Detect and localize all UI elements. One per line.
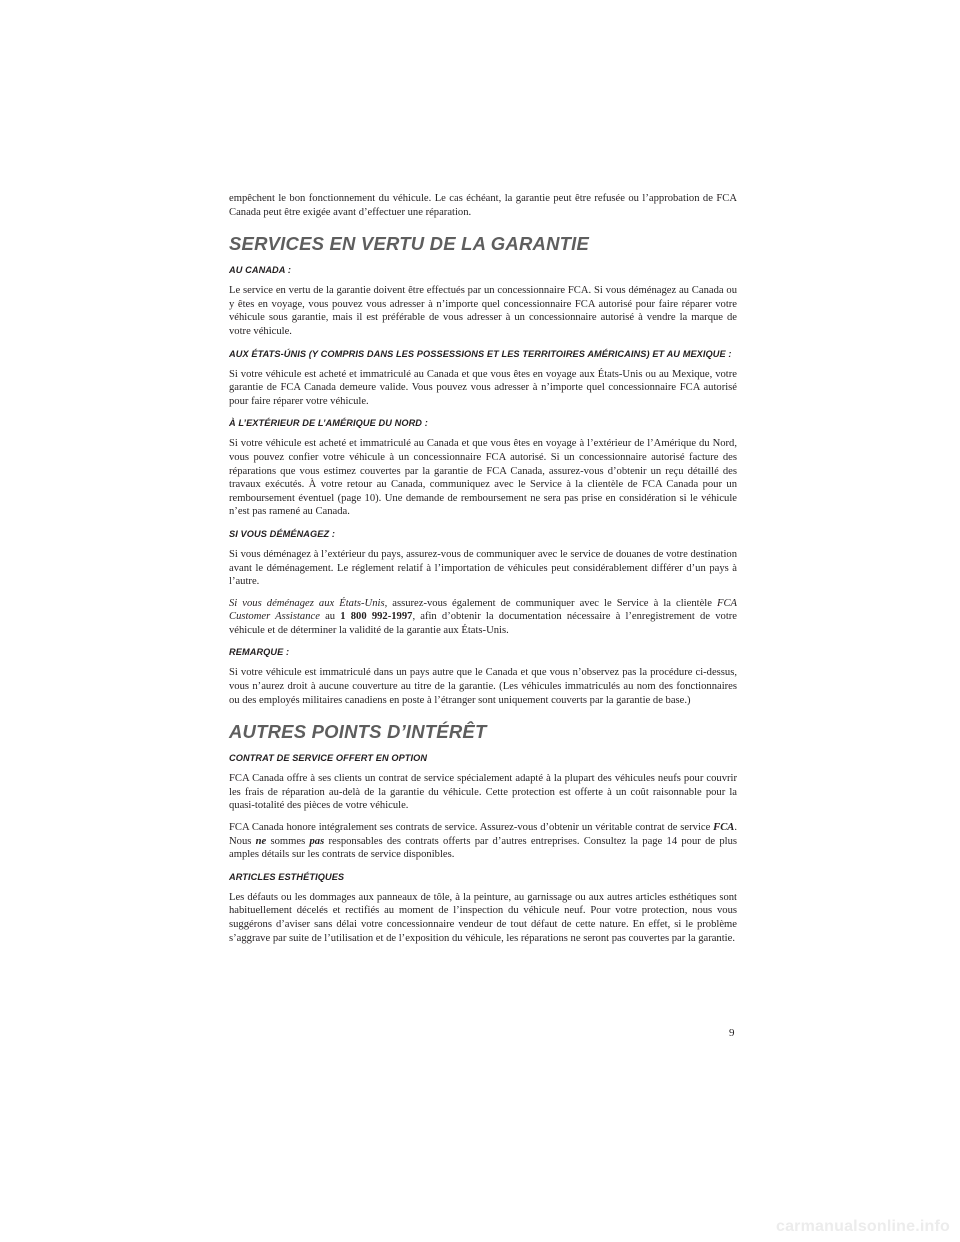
- subheading-note: REMARQUE :: [229, 647, 290, 658]
- paragraph-service-contract-2: FCA Canada honore intégralement ses contrats de service. Assurez-vous d’obtenir un véritable contrat de service FCA. Nous ne sommes pas responsables des contrats offerts par d’autres entreprises. Consultez la page 14 pour de plus amples détails sur les contrats de service disponibles.: [229, 822, 737, 861]
- page-content: [229, 192, 737, 953]
- phone-number: 1 800 992-1997: [340, 611, 413, 623]
- section-title-warranty-services: SERVICES EN VERTU DE LA GARANTIE: [229, 233, 590, 255]
- subheading-outside-north-america: À L’EXTÉRIEUR DE L’AMÉRIQUE DU NORD :: [229, 418, 428, 429]
- customer-assistance-name: FCA Customer Assistance: [229, 597, 737, 623]
- subheading-service-contract: CONTRAT DE SERVICE OFFERT EN OPTION: [229, 753, 428, 764]
- paragraph-usa-mexico: Si votre véhicule est acheté et immatriculé au Canada et que vous êtes en voyage aux États-Unis ou au Mexique, votre garantie de FCA Canada demeure valide. Vous pouvez vous adresser à n’importe quel concessionnaire FCA autorisé pour faire réparer votre véhicule.: [229, 368, 737, 407]
- paragraph-outside-north-america: Si votre véhicule est acheté et immatriculé au Canada et que vous êtes en voyage à l’extérieur de l’Amérique du Nord, vous pouvez confier votre véhicule à un concessionnaire FCA autorisé. Si un concessionnaire autorisé facture des réparations que vous estimez couvertes par la garantie de FCA Canada, assurez-vous d’obtenir un reçu détaillé des travaux exécutés. À votre retour au Canada, communiquez avec le Service à la clientèle de FCA Canada pour un remboursement éventuel (page 10). Une demande de remboursement ne sera pas prise en considération si le véhicule n’est pas ramené au Canada.: [229, 438, 737, 518]
- moving-usa-lead: Si vous déménagez aux États-Unis,: [229, 597, 388, 609]
- section-title-other-points: AUTRES POINTS D’INTÉRÊT: [229, 721, 487, 743]
- subheading-moving: SI VOUS DÉMÉNAGEZ :: [229, 528, 336, 539]
- subheading-canada: AU CANADA :: [229, 265, 292, 276]
- paragraph-moving-usa: Si vous déménagez aux États-Unis, assurez-vous également de communiquer avec le Service à la clientèle FCA Customer Assistance au 1 800 992-1997, afin d’obtenir la documentation nécessaire à l’enregistrement de votre véhicule et de déterminer la validité de la garantie aux États-Unis.: [229, 597, 737, 636]
- paragraph-canada: Le service en vertu de la garantie doivent être effectués par un concessionnaire FCA. Si vous déménagez au Canada ou y êtes en voyage, vous pouvez vous adresser à n’importe quel concessionnaire FCA autorisé pour faire réparer votre véhicule sous garantie, mais il est préférable de vous adresser à un concessionnaire autorisé à vendre la marque de votre véhicule.: [229, 285, 737, 337]
- paragraph-service-contract-1: FCA Canada offre à ses clients un contrat de service spécialement adapté à la plupart des véhicules neufs pour couvrir les frais de réparation au-delà de la garantie du véhicule. Cette protection est offerte à un coût raisonnable pour la quasi-totalité des pièces de votre véhicule.: [229, 773, 737, 812]
- paragraph-moving: Si vous déménagez à l’extérieur du pays, assurez-vous de communiquer avec le service de douanes de votre destination avant le déménagement. Le réglement relatif à l’importation de véhicules peut considérablement différer d’un pays à l’autre.: [229, 548, 737, 588]
- paragraph-note: Si votre véhicule est immatriculé dans un pays autre que le Canada et que vous n’observez pas la procédure ci-dessus, vous n’aurez droit à aucune couverture au titre de la garantie. (Les véhicules immatriculés au nom des fonctionnaires ou des employés militaires canadiens en poste à l’étranger sont uniquement couverts par la garantie de base.): [229, 667, 737, 706]
- subheading-cosmetic-items: ARTICLES ESTHÉTIQUES: [229, 871, 345, 882]
- watermark: carmanualsonline.info: [775, 1218, 950, 1235]
- subheading-usa-mexico: AUX ÉTATS-ÚNIS (Y COMPRIS DANS LES POSSESSIONS ET LES TERRITOIRES AMÉRICAINS) ET AU MEXIQUE :: [229, 348, 732, 359]
- intro-paragraph: empêchent le bon fonctionnement du véhicule. Le cas échéant, la garantie peut être refusée ou l’approbation de FCA Canada peut être exigée avant d’effectuer une réparation.: [229, 193, 737, 218]
- page-number: 9: [729, 1027, 735, 1039]
- paragraph-cosmetic-items: Les défauts ou les dommages aux panneaux de tôle, à la peinture, au garnissage ou aux autres articles esthétiques sont habituellement décelés et rectifiés au moment de l’inspection du véhicule neuf. Pour votre protection, nous vous suggérons d’aviser sans délai votre concessionnaire vendeur de tout défaut de cette nature. En effet, si le problème s’aggrave par suite de l’utilisation et de l’exposition du véhicule, les réparations ne seront pas couvertes par la garantie.: [229, 891, 737, 944]
